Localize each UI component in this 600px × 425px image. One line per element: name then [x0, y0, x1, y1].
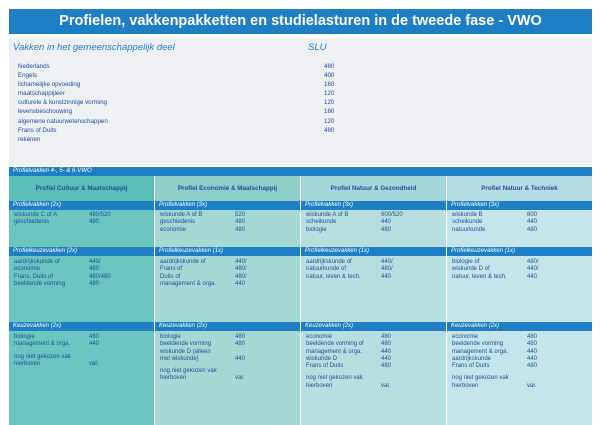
- subject-slu: 480: [235, 219, 246, 226]
- subject-slu: 440: [527, 219, 538, 226]
- subject-slu: var.: [527, 382, 537, 389]
- subject-name: aardrijkskunde of: [14, 259, 60, 265]
- subject-slu: 440: [381, 348, 392, 355]
- subject-row: [160, 227, 280, 234]
- common-slu-value: 120: [324, 90, 335, 98]
- subject-name: wiskunde D (alleen: [160, 348, 211, 355]
- subject-slu: 480: [89, 334, 100, 340]
- subject-row: [306, 383, 426, 390]
- subject-slu: var.: [235, 375, 245, 382]
- common-subject: algemene natuurwetenschappen: [18, 117, 108, 125]
- page-title: Profielen, vakkenpakketten en studielasturen in de tweede fase - VWO: [9, 9, 592, 34]
- profielvakken-list: [160, 212, 280, 234]
- common-slu-value: 160: [324, 108, 335, 116]
- subject-row: [14, 281, 134, 288]
- keuzevakken-header: Keuzevakken (2x): [301, 322, 446, 331]
- common-slu-value: 120: [324, 117, 335, 125]
- subject-slu: 480/520: [89, 212, 111, 218]
- subject-name: economie: [14, 266, 41, 273]
- subject-slu: 440: [89, 341, 100, 348]
- subject-name: management & orga.: [160, 280, 217, 287]
- subject-name: scheikunde: [306, 219, 337, 226]
- profielvakken-list: [14, 212, 134, 227]
- subject-slu: 440/: [381, 259, 393, 265]
- subject-name: Frans of Duits: [306, 363, 344, 370]
- subject-name: beeldende vorming: [14, 280, 66, 287]
- profile-column: [9, 176, 154, 425]
- subject-row: [14, 266, 134, 273]
- subject-row: [452, 219, 572, 226]
- subject-slu: 480: [89, 266, 100, 273]
- subject-name: natuurkunde: [452, 226, 486, 233]
- subject-slu: 440: [235, 280, 246, 287]
- profile-band-label: Profielvakken 4-, 5- & 6-VWO: [9, 167, 592, 176]
- subject-slu: 440: [527, 355, 538, 362]
- keuzevakken-list: [160, 334, 280, 383]
- subject-name: aardrijkskunde: [452, 355, 492, 362]
- profielkeuzevakken-list: [452, 259, 572, 281]
- subject-name: scheikunde: [452, 219, 483, 226]
- subject-row: [160, 368, 280, 375]
- subject-row: [306, 356, 426, 363]
- subject-row: [14, 354, 134, 361]
- subject-slu: 480: [235, 334, 246, 340]
- subject-row: [306, 341, 426, 348]
- subject-slu: 480: [235, 341, 246, 348]
- subject-row: [14, 259, 134, 266]
- common-subject: maatschappijleer: [18, 90, 65, 98]
- subject-slu: 480/: [381, 266, 393, 273]
- subject-name: wiskunde C of A: [14, 212, 58, 218]
- subject-name: hierboven: [14, 360, 41, 367]
- common-section: [9, 38, 592, 165]
- subject-slu: 440: [527, 273, 538, 280]
- subject-name: wiskunde B: [452, 212, 483, 218]
- subject-row: [160, 341, 280, 348]
- subject-name: economie: [306, 334, 333, 340]
- subject-slu: 480: [527, 341, 538, 348]
- subject-row: [14, 212, 134, 219]
- profile-name: Profiel Natuur & Gezondheid: [301, 176, 446, 201]
- subject-slu: 440: [527, 348, 538, 355]
- subject-slu: 480/: [527, 259, 539, 265]
- subject-row: [452, 349, 572, 356]
- common-slu-value: 120: [324, 99, 335, 107]
- subject-row: [14, 219, 134, 226]
- subject-slu: 440/: [89, 259, 101, 265]
- profielkeuzevakken-list: [14, 259, 134, 288]
- profielkeuzevakken-header: Profielkeuzevakken (1x): [155, 247, 300, 256]
- common-slu-value: 480: [324, 126, 335, 134]
- keuzevakken-header: Keuzevakken (2x): [447, 322, 592, 331]
- subject-row: [160, 356, 280, 363]
- profile-column: [155, 176, 300, 425]
- subject-slu: 480: [89, 219, 100, 226]
- subject-slu: 480: [527, 363, 538, 370]
- common-slu-value: 480: [324, 63, 335, 70]
- subject-row: [306, 219, 426, 226]
- profielvakken-list: [452, 212, 572, 234]
- common-subject: lichamelijke opvoeding: [18, 81, 81, 89]
- profile-name: Profiel Economie & Maatschappij: [155, 176, 300, 201]
- subject-name: hierboven: [160, 375, 187, 382]
- subject-row: [306, 349, 426, 356]
- subject-slu: 440: [235, 355, 246, 362]
- subject-name: Frans, Duits of: [14, 273, 54, 280]
- subject-name: natuurkunde of: [306, 266, 347, 273]
- subject-row: [14, 361, 134, 368]
- common-subject-list: [18, 62, 108, 144]
- subject-slu: 440/: [527, 266, 539, 273]
- subject-slu: 440/: [235, 259, 247, 265]
- subject-row: [452, 266, 572, 273]
- subject-slu: 480/: [235, 273, 247, 280]
- subject-name: hierboven: [306, 382, 333, 389]
- profielvakken-header: Profielvakken (3x): [155, 201, 300, 210]
- subject-row: [160, 212, 280, 219]
- keuzevakken-header: Keuzevakken (2x): [155, 322, 300, 331]
- subject-row: [14, 274, 134, 281]
- subject-name: geschiedenis: [160, 219, 196, 226]
- subject-slu: var.: [89, 360, 99, 367]
- profielvakken-header: Profielvakken (3x): [447, 201, 592, 210]
- subject-name: aardrijkskunde of: [306, 259, 352, 265]
- profielkeuzevakken-header: Profielkeuzevakken (1x): [301, 247, 446, 256]
- subject-name: biologie: [160, 334, 181, 340]
- subject-name: Frans of: [160, 266, 183, 273]
- subject-name: wiskunde A of B: [160, 212, 203, 218]
- subject-slu: 480/: [235, 266, 247, 273]
- common-subject: Nederlands: [18, 63, 50, 70]
- subject-name: economie: [160, 226, 187, 233]
- profielvakken-header: Profielvakken (3x): [301, 201, 446, 210]
- subject-row: [452, 274, 572, 281]
- subject-row: [452, 375, 572, 382]
- subject-row: [452, 212, 572, 219]
- profielkeuzevakken-list: [306, 259, 426, 281]
- subject-name: economie: [452, 334, 479, 340]
- subject-slu: 480: [235, 226, 246, 233]
- keuzevakken-header: Keuzevakken (2x): [9, 322, 154, 331]
- subject-slu: 520: [235, 212, 246, 218]
- keuzevakken-list: [306, 334, 426, 390]
- subject-row: [160, 274, 280, 281]
- subject-row: [452, 227, 572, 234]
- subject-row: [452, 383, 572, 390]
- subject-slu: 480: [527, 226, 538, 233]
- subject-name: beeldende vorming of: [306, 341, 364, 348]
- subject-row: [306, 363, 426, 370]
- subject-row: [160, 259, 280, 266]
- keuzevakken-list: [14, 334, 134, 368]
- subject-name: met wiskunde): [160, 355, 199, 362]
- profielkeuzevakken-header: Profielkeuzevakken (1x): [447, 247, 592, 256]
- common-subject: levensbeschouwing: [18, 108, 73, 116]
- subject-row: [306, 266, 426, 273]
- subject-slu: 480: [381, 341, 392, 348]
- profielkeuzevakken-list: [160, 259, 280, 288]
- subject-row: [452, 259, 572, 266]
- profile-name: Profiel Natuur & Techniek: [447, 176, 592, 201]
- subject-row: [14, 334, 134, 341]
- subject-slu: var.: [381, 382, 391, 389]
- subject-name: wiskunde D: [306, 355, 338, 362]
- subject-name: nog niet gekozen vak: [452, 375, 509, 382]
- subject-name: biologie of: [452, 259, 480, 265]
- profielvakken-list: [306, 212, 426, 234]
- subject-name: wiskunde D of: [452, 266, 490, 273]
- subject-name: nog niet gekozen vak: [160, 368, 217, 375]
- subject-name: Frans of Duits: [452, 363, 490, 370]
- keuzevakken-list: [452, 334, 572, 390]
- slu-label: SLU: [308, 42, 327, 53]
- subject-row: [452, 341, 572, 348]
- common-subject: rekenen: [18, 135, 41, 143]
- subject-name: beeldende vorming: [160, 341, 212, 348]
- common-slu-value: 400: [324, 72, 335, 80]
- subject-slu: 480/480: [89, 273, 111, 280]
- subject-name: Duits of: [160, 273, 181, 280]
- subject-name: management & orga.: [14, 341, 71, 348]
- subject-name: management & orga.: [306, 348, 363, 355]
- subject-name: beeldende vorming: [452, 341, 504, 348]
- subject-name: geschiedenis: [14, 219, 50, 226]
- common-section-heading: Vakken in het gemeenschappelijk deel: [13, 42, 175, 53]
- subject-name: natuur, leven & tech.: [306, 273, 361, 280]
- subject-row: [160, 281, 280, 288]
- subject-slu: 480: [527, 334, 538, 340]
- subject-slu: 600/520: [381, 212, 403, 218]
- subject-slu: 600: [527, 212, 538, 218]
- subject-row: [306, 274, 426, 281]
- subject-name: wiskunde A of B: [306, 212, 349, 218]
- common-slu-value: [324, 135, 334, 144]
- subject-name: nog niet gekozen vak: [306, 375, 363, 382]
- common-subject: Engels: [18, 72, 37, 80]
- subject-row: [160, 266, 280, 273]
- profielkeuzevakken-header: Profielkeuzevakken (2x): [9, 247, 154, 256]
- subject-slu: 440: [381, 355, 392, 362]
- common-slu-list: [324, 62, 334, 144]
- subject-row: [306, 227, 426, 234]
- subject-row: [160, 219, 280, 226]
- common-subject: Frans of Duits: [18, 126, 57, 134]
- profile-column: [447, 176, 592, 425]
- profile-column: [301, 176, 446, 425]
- common-slu-value: 160: [324, 81, 335, 89]
- subject-row: [14, 341, 134, 348]
- subject-name: biologie: [14, 334, 35, 340]
- subject-name: natuur, leven & tech.: [452, 273, 507, 280]
- subject-row: [306, 259, 426, 266]
- subject-name: nog niet gekozen vak: [14, 353, 71, 360]
- subject-slu: 480: [89, 280, 100, 287]
- subject-slu: 480: [381, 363, 392, 370]
- profielvakken-header: Profielvakken (2x): [9, 201, 154, 210]
- subject-row: [160, 334, 280, 341]
- subject-row: [452, 363, 572, 370]
- subject-slu: 440: [381, 273, 392, 280]
- subject-slu: 480: [381, 334, 392, 340]
- subject-row: [306, 334, 426, 341]
- subject-name: biologie: [306, 226, 327, 233]
- common-section-header: [9, 42, 592, 56]
- subject-slu: 440: [381, 219, 392, 226]
- subject-row: [160, 349, 280, 356]
- subject-name: hierboven: [452, 382, 479, 389]
- subject-row: [452, 334, 572, 341]
- subject-row: [160, 375, 280, 382]
- subject-slu: 480: [381, 226, 392, 233]
- subject-name: management & orga.: [452, 348, 509, 355]
- subject-row: [306, 212, 426, 219]
- subject-name: aardrijkskunde of: [160, 259, 206, 265]
- subject-row: [452, 356, 572, 363]
- profile-name: Profiel Cultuur & Maatschappij: [9, 176, 154, 201]
- common-subject: culturele & kunstzinnige vorming: [18, 99, 108, 107]
- subject-row: [306, 375, 426, 382]
